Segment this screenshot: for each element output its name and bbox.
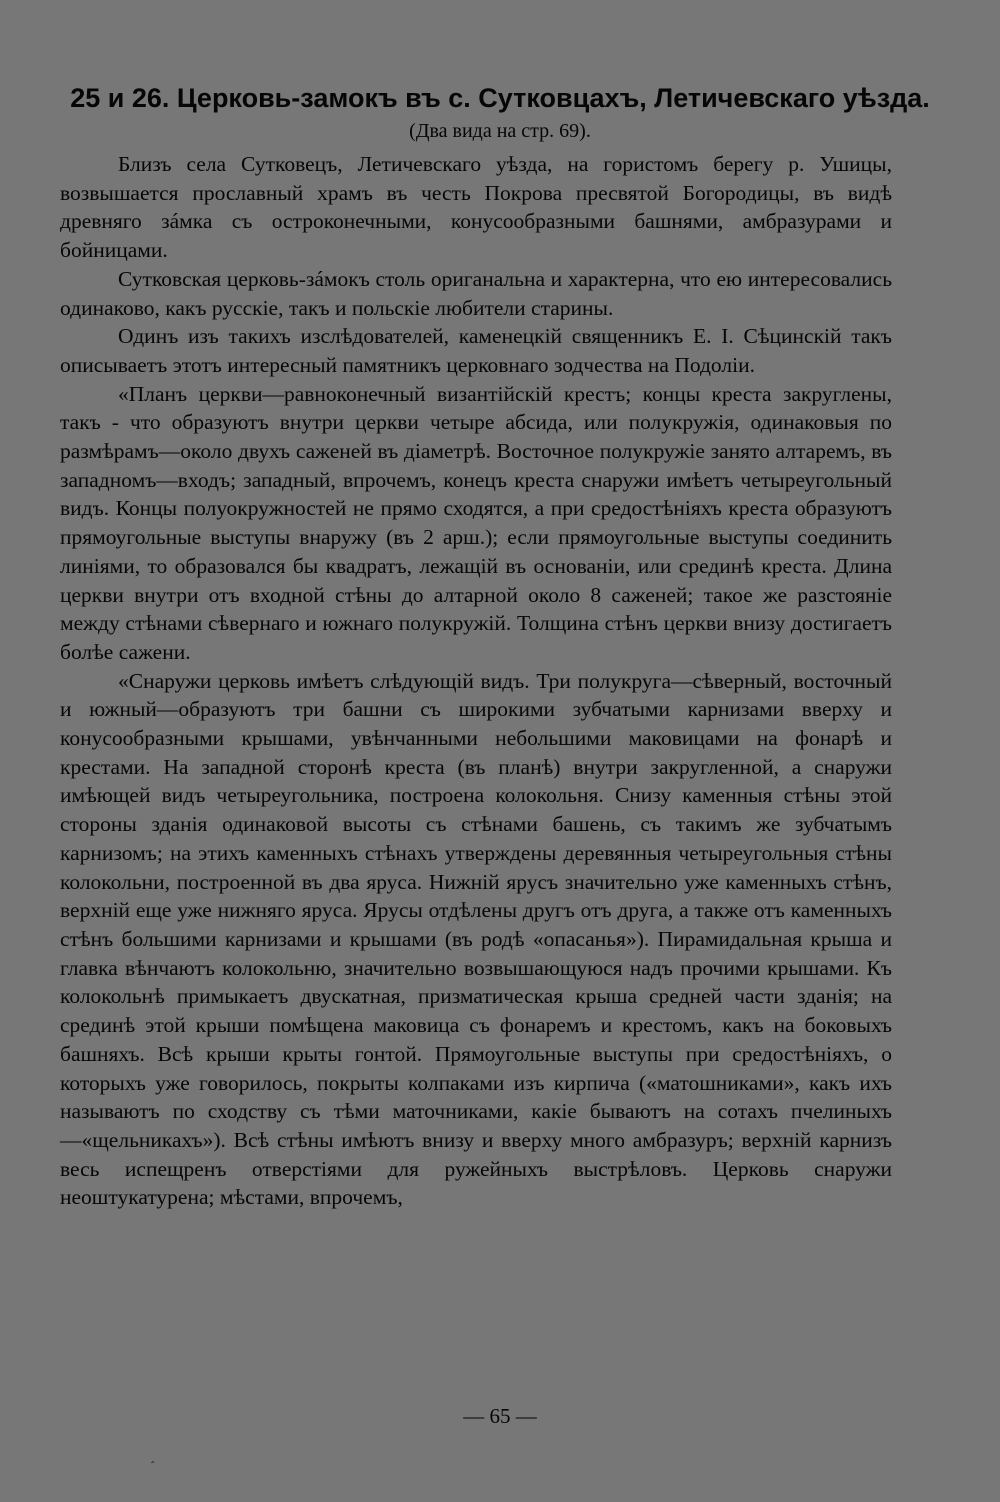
article-subtitle: (Два вида на стр. 69). <box>409 120 591 142</box>
article-title: 25 и 26. Церковь-замокъ въ с. Сутковцахъ, Летичевскаго уѣзда. <box>70 83 930 113</box>
paragraph: Близъ села Сутковецъ, Летичевскаго уѣзда, на гористомъ берегу р. Ушицы, возвышается прославный храмъ въ честь Покрова пресвятой Богородицы, въ видѣ древняго зáмка съ остроконечными, конусообразными башнями, амбразурами и бойницами. <box>60 152 892 263</box>
article-body <box>60 150 892 1212</box>
paragraph: Одинъ изъ такихъ изслѣдователей, каменецкій священникъ Е. І. Сѣцинскій такъ описываетъ этотъ интересный памятникъ церковнаго зодчества на Подоліи. <box>60 324 892 377</box>
page-number: — 65 — <box>463 1404 537 1428</box>
paragraph: «Снаружи церковь имѣетъ слѣдующій видъ. Три полукруга—сѣверный, восточный и южный—образуютъ три башни съ широкими зубчатыми карнизами вверху и конусообразными крышами, увѣнчанными небольшими маковицами на фонарѣ и крестами. На западной сторонѣ креста (въ планѣ) внутри закругленной, а снаружи имѣющей видъ четыреугольника, построена колокольня. Снизу каменныя стѣны этой стороны зданія одинаковой высоты съ стѣнами башень, съ такимъ же зубчатымъ карнизомъ; на этихъ каменныхъ стѣнахъ утверждены деревянныя четыреугольныя стѣны колокольни, построенной въ два яруса. Нижній ярусъ значительно уже каменныхъ стѣнъ, верхній еще уже нижняго яруса. Ярусы отдѣлены другъ отъ друга, а также отъ каменныхъ стѣнъ большими карнизами и крышами (въ родѣ «опасанья»). Пирамидальная крыша и главка вѣнчаютъ колокольню, значительно возвышающуюся надъ прочими крышами. Къ колокольнѣ примыкаетъ двускатная, призматическая крыша средней части зданія; на срединѣ этой крыши помѣщена маковица съ фонаремъ и крестомъ, какъ на боковыхъ башняхъ. Всѣ крыши крыты гонтой. Прямоугольные выступы при средостѣніяхъ, о которыхъ уже говорилось, покрыты колпаками изъ кирпича («матошниками», какъ ихъ называютъ по сходству съ тѣми маточниками, какіе бываютъ на сотахъ пчелиныхъ—«щельникахъ»). Всѣ стѣны имѣютъ внизу и вверху много амбразуръ; верхній карнизъ весь испещренъ отверстіями для ружейныхъ выстрѣловъ. Церковь снаружи неоштукатурена; мѣстами, впрочемъ, <box>60 668 892 1210</box>
ink-speck: ˆ <box>151 1461 155 1472</box>
paragraph: «Планъ церкви—равноконечный византійскій крестъ; концы креста закруглены, такъ - что образуютъ внутри церкви четыре абсида, или полукружія, одинаковыя по размѣрамъ—около двухъ саженей въ діаметрѣ. Восточное полукружіе занято алтаремъ, въ западномъ—входъ; западный, впрочемъ, конецъ креста снаружи имѣетъ четыреугольный видъ. Концы полуокружностей не прямо сходятся, а при средостѣніяхъ креста образуютъ прямоугольные выступы внаружу (въ 2 арш.); если прямоугольные выступы соединить линіями, то образовался бы квадратъ, лежащій въ основаніи, или срединѣ креста. Длина церкви внутри отъ входной стѣны до алтарной около 8 саженей; такое же разстояніе между стѣнами сѣвернаго и южнаго полукружій. Толщина стѣнъ церкви внизу достигаетъ болѣе сажени. <box>60 381 892 664</box>
paragraph: Сутковская церковь-зáмокъ столь ориганальна и характерна, что ею интересовались одинаково, какъ русскіе, такъ и польскіе любители старины. <box>60 266 892 320</box>
